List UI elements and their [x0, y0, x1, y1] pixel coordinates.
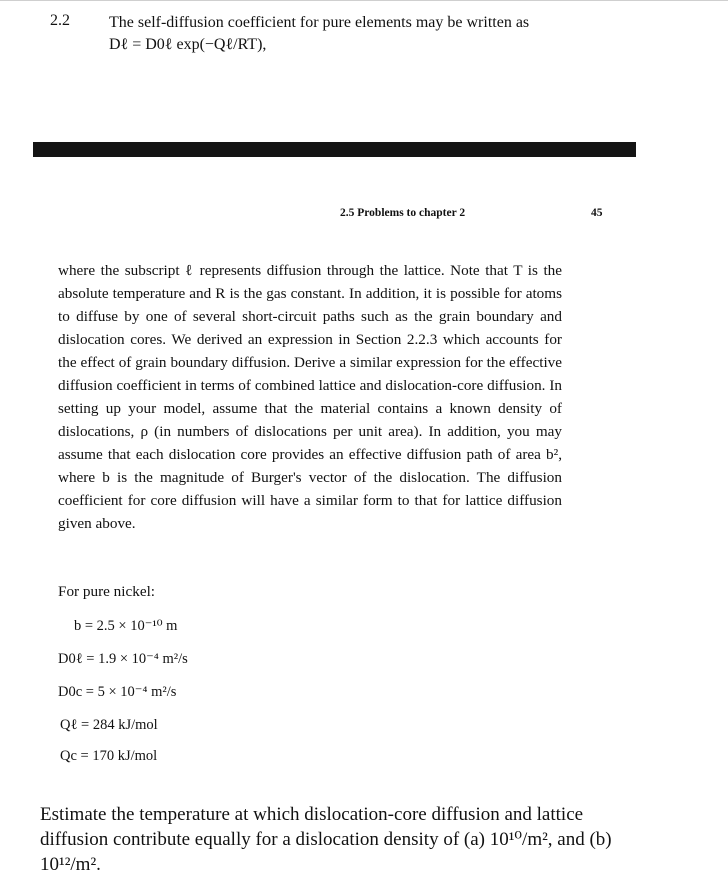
problem-intro: The self-diffusion coefficient for pure elements may be written as — [109, 14, 530, 31]
burgers-vector-value: b = 2.5 × 10⁻¹⁰ m — [74, 618, 178, 634]
core-preexponential-value: D0c = 5 × 10⁻⁴ m²/s — [58, 684, 177, 700]
self-diffusion-equation: Dℓ = D0ℓ exp(−Qℓ/RT), — [109, 36, 267, 53]
page-number: 45 — [591, 207, 603, 219]
body-paragraph: where the subscript ℓ represents diffusion through the lattice. Note that T is the absolute temperature and R is the gas constant. In addition, it is possible for atoms to diffuse by one of several short-circuit paths such as the grain boundary and dislocation cores. We derived an expression in Section 2.2.3 which accounts for the effect of grain boundary diffusion. Derive a similar expression for the effective diffusion coefficient in terms of combined lattice and dislocation-core diffusion. In setting up your model, assume that the material contains a known density of dislocations, ρ (in numbers of dislocations per unit area). In addition, you may assume that each dislocation core provides an effective diffusion path of area b², where b is the magnitude of Burger's vector of the dislocation. The diffusion coefficient for core diffusion will have a similar form to that for lattice diffusion given above. — [58, 262, 562, 532]
core-activation-energy-value: Qc = 170 kJ/mol — [60, 748, 158, 764]
problem-number: 2.2 — [50, 12, 70, 29]
running-header-title: 2.5 Problems to chapter 2 — [340, 207, 466, 219]
estimate-question: Estimate the temperature at which dislocation-core diffusion and lattice diffusion contribute equally for a dislocation density of (a) 10¹⁰/m², and (b) 10¹²/m². — [40, 804, 612, 875]
lattice-preexponential-value: D0ℓ = 1.9 × 10⁻⁴ m²/s — [58, 651, 188, 667]
problem-statement — [109, 12, 669, 56]
page-separator-bar — [33, 142, 636, 157]
lattice-activation-energy-value: Qℓ = 284 kJ/mol — [60, 717, 158, 733]
top-border — [0, 0, 728, 1]
nickel-lead-in: For pure nickel: — [58, 583, 156, 600]
